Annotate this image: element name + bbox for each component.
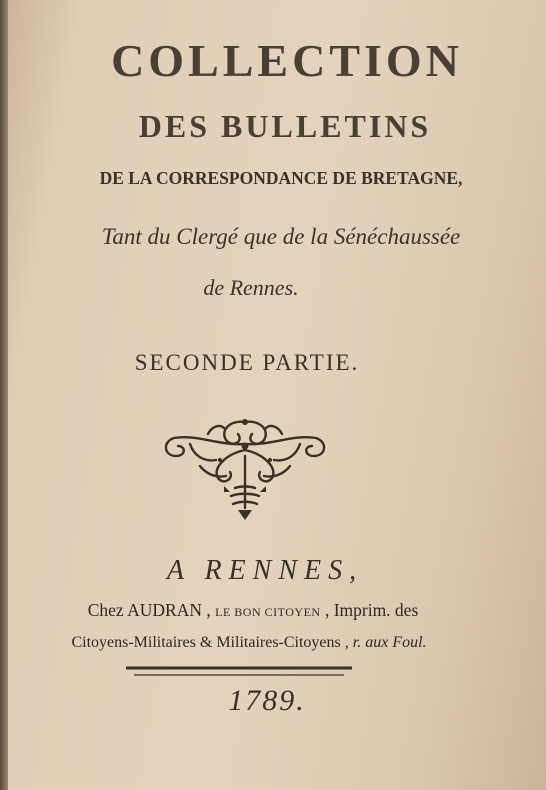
- part-heading: SECONDE PARTIE.: [134, 350, 360, 375]
- place-of-publication: A RENNES,: [166, 555, 364, 586]
- book-spine-edge: [0, 0, 8, 790]
- imprint-line-2: [0, 634, 522, 652]
- imprint-separator: ,: [202, 600, 216, 620]
- imprint-rest: , Imprim. des: [320, 600, 419, 620]
- title-line-3: DE LA CORRESPONDANCE DE BRETAGNE,: [99, 168, 463, 188]
- publication-year: 1789.: [228, 684, 306, 717]
- imprint-citizens: Citoyens-Militaires & Militaires-Citoyens: [71, 634, 341, 651]
- imprint-printer: AUDRAN: [127, 600, 202, 620]
- imprint-chez: Chez: [87, 600, 124, 620]
- imprint-epithet: LE BON CITOYEN: [215, 605, 321, 619]
- subtitle-line-1: Tant du Clergé que de la Sénéchaussée: [101, 224, 461, 249]
- title-line-2: DES BULLETINS: [138, 108, 432, 144]
- double-rule-divider: [124, 665, 354, 679]
- title-line-1: COLLECTION: [111, 35, 463, 86]
- subtitle-line-2: de Rennes.: [203, 275, 299, 300]
- floral-ornament-icon: [160, 416, 330, 524]
- imprint-address: , r. aux Foul.: [340, 634, 427, 651]
- imprint-line-1: [0, 600, 526, 621]
